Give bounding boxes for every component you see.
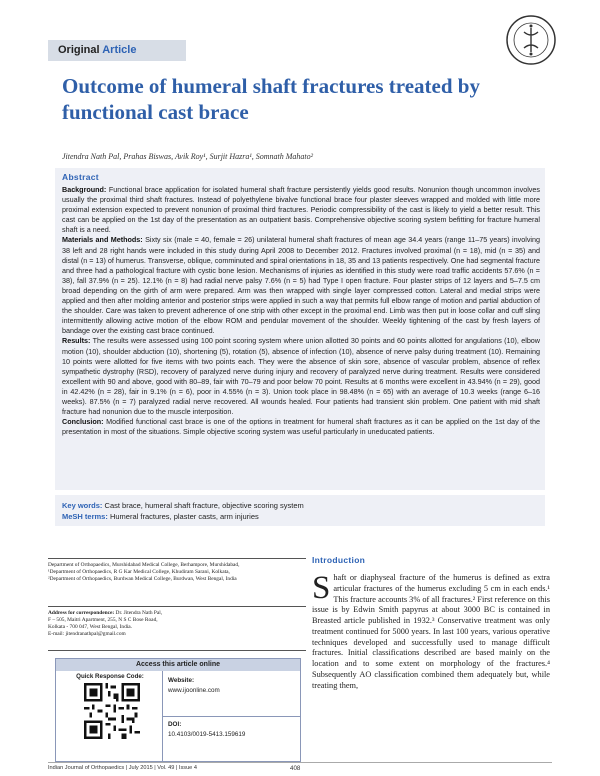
affiliation-top-rule (48, 558, 306, 559)
introduction-text: haft or diaphyseal fracture of the humerus is defined as extra articular fractures of the humerus excluding 5 cm in each ends.¹ This fracture accounts 3% of all fractures.² First reference on this issue is by Edwin Smith papyrus at about 3000 BC is contained in Breasted article published in 1932.³ Conservative treatment was only treatment continued for 5000 years. In last 100 years, various operative techniques developed and successfully used to manage difficult fractures. Initial classifications described are based mainly on the location and to some extent on morphology of the fractures.⁴ Subsequently AO classification combined them adequately but, while treating them, (312, 573, 550, 690)
article-type-label: Original Article (58, 44, 137, 56)
doi-link[interactable]: 10.4103/0019-5413.159619 (168, 731, 246, 738)
keywords-section (55, 495, 545, 526)
access-divider-horizontal (163, 716, 301, 717)
correspondence-bottom-rule (48, 650, 306, 651)
abstract-conclusion: Conclusion: Modified functional cast brace is one of the options in treatment for humeral shaft fractures as it can be applied on the 1st day of the presentation in most of the situations. Simple objective scoring system was useful particularly in uneducated patients. (62, 417, 540, 437)
keywords-line: Key words: Cast brace, humeral shaft fracture, objective scoring system (62, 501, 304, 510)
introduction-heading: Introduction (312, 555, 366, 565)
footer-rule (48, 762, 552, 763)
journal-seal-logo (505, 14, 557, 66)
doi-label: DOI: (168, 721, 182, 728)
access-online-box (55, 658, 301, 762)
mesh-terms-line: MeSH terms: Humeral fractures, plaster casts, arm injuries (62, 512, 259, 521)
qr-code-image[interactable] (84, 683, 140, 739)
correspondence-address: Address for correspondence: Dr. Jitendra Nath Pal, F – 505, Maitri Apartment, 255, N S C Bose Road, Kolkata - 700 047, West Bengal, India. E-mail: jitendranathpal@gmail.com (48, 610, 163, 637)
journal-footer: Indian Journal of Orthopaedics | July 2015 | Vol. 49 | Issue 4 (48, 765, 197, 771)
qr-code-label: Quick Response Code: (76, 673, 144, 680)
website-link[interactable]: www.ijoonline.com (168, 687, 220, 694)
abstract-section (55, 168, 545, 490)
abstract-body (62, 185, 540, 437)
website-label: Website: (168, 677, 195, 684)
affiliations: Department of Orthopaedics, Murshidabad Medical College, Berhampore, Murshidabad, ¹Department of Orthopaedics, R G Kar Medical College, Khudiram Sarani, Kolkata, ²Department of Orthopaedics, Burdwan Medical College, Burdwan, West Bengal, India (48, 562, 240, 582)
article-type-tab (48, 40, 186, 61)
article-title: Outcome of humeral shaft fractures treated by functional cast brace (62, 74, 480, 124)
access-title: Access this article online (56, 659, 300, 671)
introduction-dropcap: S (312, 570, 331, 606)
affiliation-bottom-rule (48, 606, 306, 607)
abstract-background: Background: Functional brace application for isolated humeral shaft fracture persistently yields good results. Nonunion though uncommon involves usually the proximal third shaft fractures. Instead of polyethylene bivalve functional brace four plaster sleeves wrapped and molded with little more proximal extension expected to prevent nonunion of proximal third fractures. Periodic compressibility of the cast is likely to yield a better result. This cast can be applied on the 1st day of the presentation as an outpatient basis. Comprehensive objective scoring system befitting for fracture humeral shaft is a need. (62, 185, 540, 235)
author-list: Jitendra Nath Pal, Prahas Biswas, Avik Roy¹, Surjit Hazra¹, Somnath Mahato² (62, 152, 314, 161)
abstract-results: Results: The results were assessed using 100 point scoring system where union allotted 30 points and 60 points allotted for angulations (10), elbow motion (10), shoulder abduction (10), shortening (5), rotation (5), absence of infection (10), absence of nerve palsy during treatment (10). Remaining 10 points were allotted for five items with two points each. They were the absence of skin sore, absence of vascular problem, absence of reflex sympathetic dystrophy (RSD), recovery of paralyzed nerve during injury and recovery of paralyzed nerve during treatment. Results were considered excellent with 90 and above, good with 80–89, fair with 70–79 and poor below 70 point. Results at 6 months were excellent in 43.94% (n = 29), good in 42.42% (n = 28), fair in 9.1% (n = 6), poor in 4.55% (n = 3). Union took place in 98.48% (n = 65) with an average of 10.3 weeks (range 6–16 weeks). 87.5% (n = 7) paralyzed radial nerve recovered. All wounds healed. Four patients had transient skin problem. One patient with mid shaft fracture had nonunion due to the muscle interposition. (62, 336, 540, 417)
abstract-heading: Abstract (62, 172, 99, 182)
abstract-methods: Materials and Methods: Sixty six (male = 40, female = 26) unilateral humeral shaft fractures of mean age 34.4 years (range 11–75 years) involving 38 left and 28 right hands were included in this study during April 2008 to December 2012. Fractures involved proximal (n = 18), mid (n = 35) and distal (n = 13) of humerus. Transverse, oblique, comminuted and spiral orientations in 18, 35 and 13 patients respectively. One had segmental fracture and three had a pathological fracture with cystic bone lesion. Mechanisms of injuries as identified in this study were road traffic accidents 57.6% (n = 38), fall 37.9% (n = 25). 12.1% (n = 8) had radial nerve palsy 7.6% (n = 5) had Type I open fracture. Four plaster strips of 12 layers and 5–7.5 cm broad depending on the girth of arm were prepared. Arm was then wrapped with single layer compressed cotton. Lateral and medial strips were applied and then after molding anterior and posterior strips were applied in such a way that permits full elbow range of motion and partial abduction of the shoulder. Care was taken to prevent adherence of one strip with other except in the proximal end. Limb was then put in loose collar and cuff sling intermittently allowing active motion of the elbow ROM and pendular movement of the shoulder. Weekly tightening of the cast by fresh layers of bandage over the existing cast brace continued. (62, 235, 541, 336)
page-number: 408 (290, 765, 301, 772)
introduction-body (312, 570, 550, 691)
